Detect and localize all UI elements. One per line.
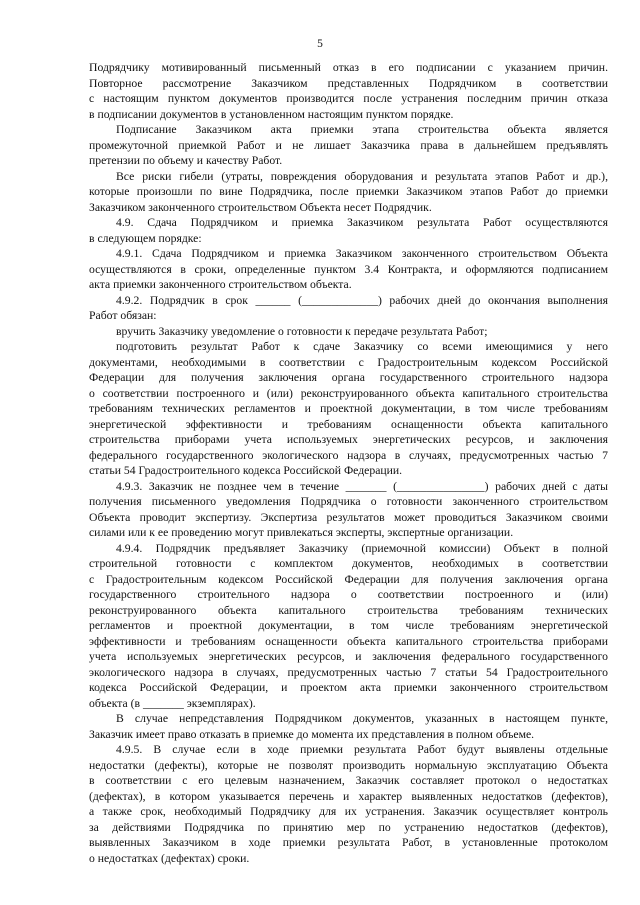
text-line: Заказчик имеет право отказать в приемке до момента их представления в полном объеме. [89, 727, 535, 741]
text-line: акта приемки законченного строительством объекта. [89, 278, 352, 291]
text-line: а также срок, необходимый Подрядчику для их устранения. Заказчик осуществляет контроль [89, 805, 608, 818]
text-line: с Градостроительным кодексом Российской Федерации для получения заключения органа [89, 572, 608, 586]
text-line: вручить Заказчику уведомление о готовности к передаче результата Работ; [116, 324, 488, 338]
text-line: в подписании документов в установленном настоящим пунктом порядке. [89, 107, 454, 121]
text-line: эффективности и требованиям оснащенности объекта капитального строительства приборами [89, 634, 608, 648]
text-line: Повторное рассмотрение Заказчиком представленных Подрядчиком в соответствии [89, 76, 608, 90]
text-line: подготовить результат Работ к сдаче Заказчику со всеми имеющимися у него [116, 340, 608, 353]
text-line: получения письменного уведомления Подрядчика о готовности законченного строительством [89, 495, 608, 508]
text-line: государственного строительного надзора о соответствии построенного и (или) [89, 588, 608, 601]
text-line: с настоящим пунктом документов производится после устранения последним причин отказа [89, 92, 608, 105]
text-line: кодекса Российской Федерации, и проектом акта приемки законченного строительством [89, 681, 608, 694]
text-line: 4.9.2. Подрядчик в срок ______ (_____________) рабочих дней до окончания выполнения [116, 293, 608, 307]
contract-text-body [89, 60, 608, 866]
text-line: о соответствии построенного и (или) реконструированного объекта капитального строительства [89, 386, 608, 400]
text-line: промежуточной приемкой Работ и не лишает Заказчика права в дальнейшем предъявлять [89, 138, 608, 152]
text-line: в соответствии с его целевым назначением, Заказчик составляет протокол о недостатках [89, 774, 608, 787]
text-line: требованиям технических регламентов и проектной документации, в том числе требованиям [89, 402, 608, 415]
text-line: осуществляются в сроки, определенные пунктом 3.4 Контракта, и оформляются подписанием [89, 262, 608, 276]
text-line: Объекта проводит экспертизу. Экспертиза результатов может проводиться Заказчиком своими [89, 510, 608, 524]
text-line: претензии по объему и качеству Работ. [89, 154, 283, 167]
text-line: строительства приборами учета используемых энергетических ресурсов, и заключения [89, 433, 608, 446]
text-line: учета используемых энергетических ресурсов, и заключения федерального государственного [89, 650, 608, 663]
text-line: 4.9.5. В случае если в ходе приемки результата Работ будут выявлены отдельные [116, 743, 608, 756]
text-line: строительной готовности с комплектом документов, необходимых в соответствии [89, 557, 608, 570]
text-line: статьи 54 Градостроительного кодекса Российской Федерации. [89, 464, 403, 477]
text-line: Работ обязан: [89, 309, 157, 322]
text-line: экологического надзора в случаях, предусмотренных частью 7 статьи 54 Градостроительного [89, 665, 608, 679]
text-line: 4.9.1. Сдача Подрядчиком и приемка Заказчиком законченного строительством Объекта [116, 247, 608, 260]
text-line: о недостатках (дефектах) сроки. [89, 851, 250, 865]
text-line: энергетической эффективности и требованиям оснащенности объекта капитального [89, 417, 608, 431]
text-line: федерального государственного экологического надзора в случаях, предусмотренных частью 7 [89, 448, 608, 462]
text-line: регламентов и проектной документации, в том числе требованиям энергетической [89, 619, 608, 632]
text-line: 4.9.3. Заказчик не позднее чем в течение _______ (_______________) рабочих дней с даты [116, 479, 608, 493]
text-line: в следующем порядке: [89, 231, 202, 245]
text-line: Федерации для получения заключения органа государственного строительного надзора [89, 371, 608, 384]
text-line: документами, необходимыми в соответствии с Градостроительным кодексом Российской [89, 355, 608, 369]
text-line: Подписание Заказчиком акта приемки этапа строительства объекта является [116, 123, 608, 136]
text-line: силами или к ее проведению могут привлекаться эксперты, экспертные организации. [89, 526, 514, 539]
text-line: Заказчиком законченного строительством Объекта несет Подрядчик. [89, 200, 432, 214]
text-line: за действиями Подрядчика по принятию мер по устранению недостатков (дефектов), [89, 820, 608, 834]
text-line: которые произошли по вине Подрядчика, после приемки Заказчиком этапов Работ до приемки [89, 185, 608, 198]
text-line: В случае непредставления Подрядчиком документов, указанных в настоящем пункте, [116, 712, 608, 725]
text-line: (дефектах), в котором указывается перечень и характер выявленных недостатков (дефектов), [89, 789, 608, 803]
text-line: 4.9. Сдача Подрядчиком и приемка Заказчиком результата Работ осуществляются [116, 216, 608, 229]
text-line: 4.9.4. Подрядчик предъявляет Заказчику (приемочной комиссии) Объект в полной [116, 541, 608, 555]
text-line: выявленных Заказчиком в ходе приемки результата Работ, в установленные протоколом [89, 836, 608, 849]
text-line: объекта (в _______ экземплярах). [89, 696, 256, 710]
text-line: Подрядчику мотивированный письменный отказ в его подписании с указанием причин. [89, 61, 608, 74]
page-number: 5 [317, 38, 323, 50]
text-line: реконструированного объекта капитального строительства требованиям технических [89, 603, 608, 617]
text-line: недостатки (дефекты), которые не позволят производить нормальную эксплуатацию Объекта [89, 758, 608, 772]
text-line: Все риски гибели (утраты, повреждения оборудования и результата этапов Работ и др.), [116, 169, 608, 183]
